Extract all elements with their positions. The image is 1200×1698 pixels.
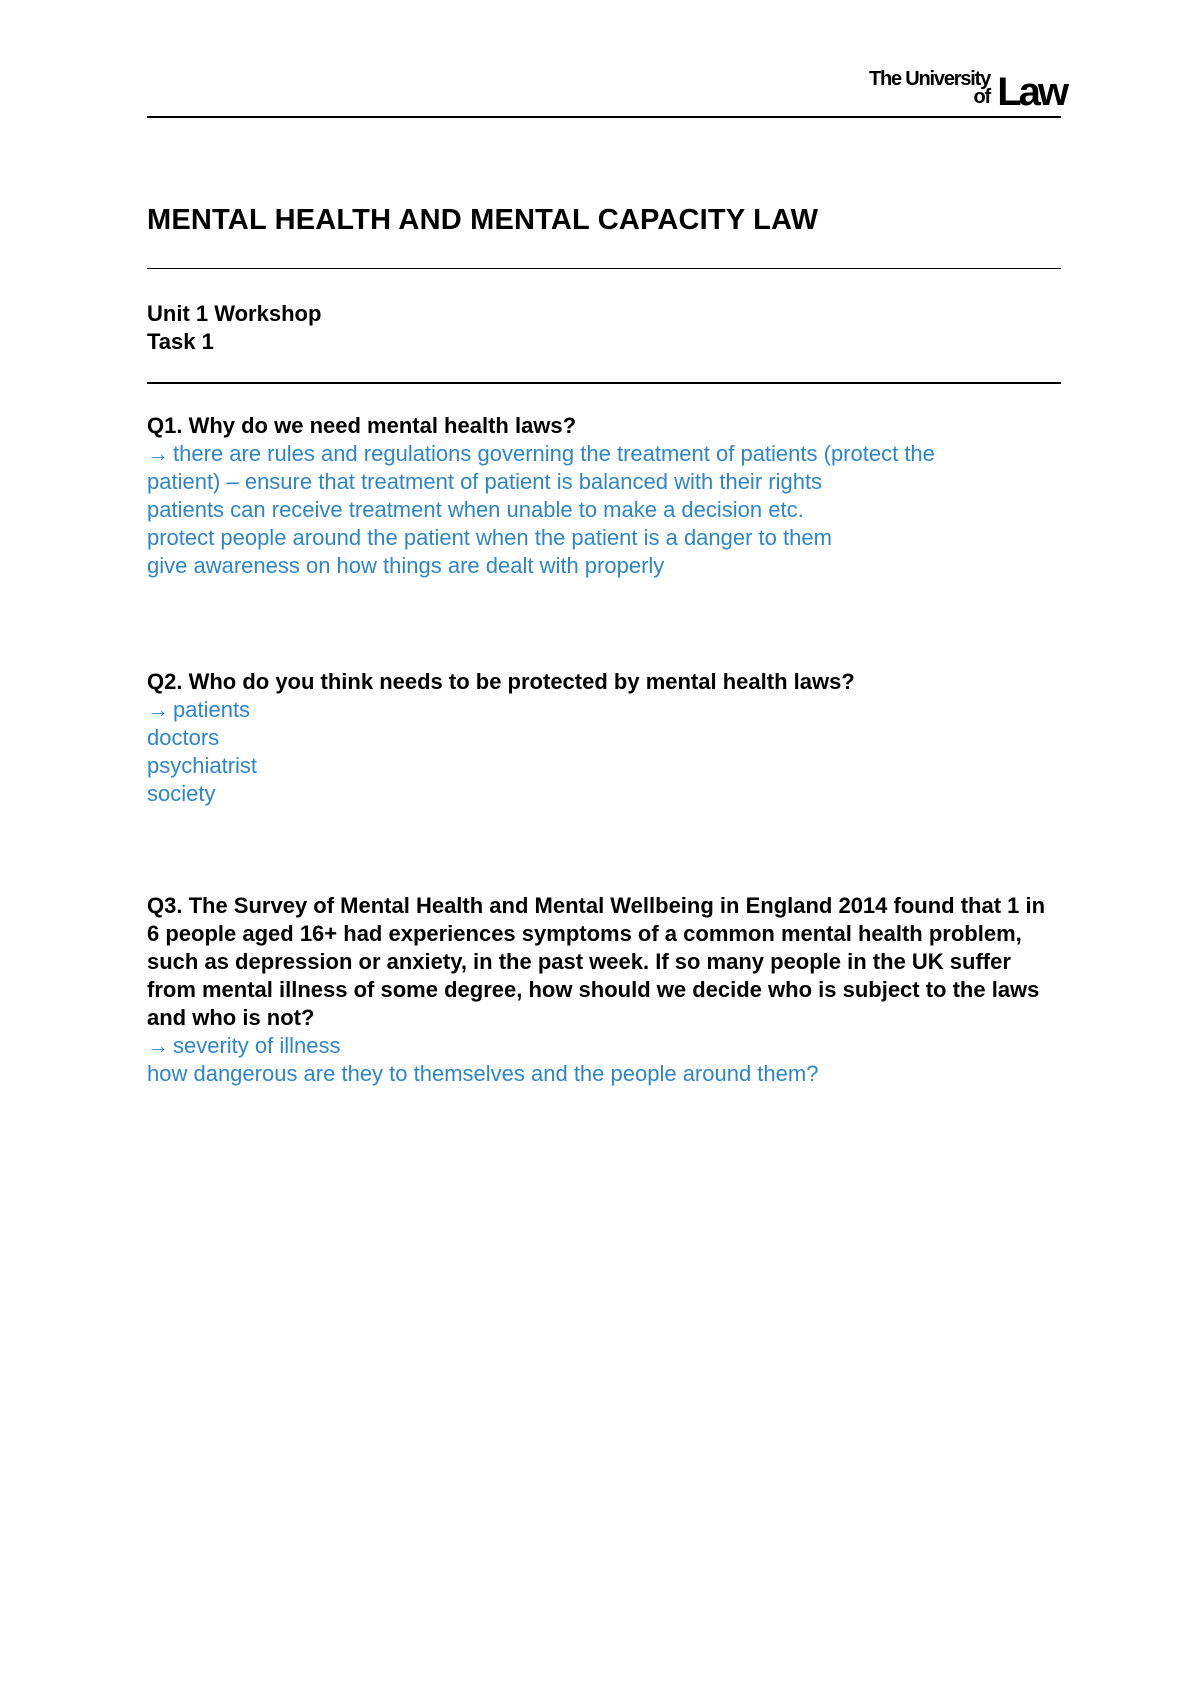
logo-line-2: of bbox=[973, 86, 990, 108]
header-divider bbox=[147, 116, 1061, 118]
answer-line: give awareness on how things are dealt with properly bbox=[147, 553, 665, 578]
section-divider bbox=[147, 382, 1061, 384]
question-2: Q2. Who do you think needs to be protected by mental health laws? bbox=[147, 669, 855, 694]
logo-line-3: Law bbox=[997, 70, 1066, 114]
unit-heading bbox=[147, 300, 321, 356]
arrow-right-icon: → bbox=[147, 1033, 169, 1058]
arrow-right-icon: → bbox=[147, 697, 169, 722]
question-1: Q1. Why do we need mental health laws? bbox=[147, 413, 577, 438]
question-block-1 bbox=[147, 412, 1067, 580]
answer-line: doctors bbox=[147, 725, 220, 750]
document-title: MENTAL HEALTH AND MENTAL CAPACITY LAW bbox=[147, 204, 819, 236]
answer-line bbox=[147, 696, 1067, 724]
arrow-right-icon: → bbox=[147, 441, 169, 466]
question-block-3 bbox=[147, 892, 1057, 1088]
title-divider bbox=[147, 268, 1061, 269]
task-label: Task 1 bbox=[147, 329, 214, 354]
answer-line: patient) – ensure that treatment of patient is balanced with their rights bbox=[147, 469, 823, 494]
answer-text: severity of illness bbox=[173, 1033, 341, 1058]
answer-text: patients bbox=[173, 697, 251, 722]
answer-line bbox=[147, 1032, 1057, 1060]
answer-line bbox=[147, 440, 1067, 468]
answer-line: how dangerous are they to themselves and the people around them? bbox=[147, 1061, 819, 1086]
answer-line: patients can receive treatment when unable to make a decision etc. bbox=[147, 497, 804, 522]
question-block-2 bbox=[147, 668, 1067, 808]
unit-label: Unit 1 Workshop bbox=[147, 301, 322, 326]
answer-text: there are rules and regulations governing the treatment of patients (protect the bbox=[173, 441, 935, 466]
answer-line: society bbox=[147, 781, 216, 806]
answer-line: psychiatrist bbox=[147, 753, 258, 778]
university-logo bbox=[856, 68, 1066, 114]
answer-line: protect people around the patient when the patient is a danger to them bbox=[147, 525, 832, 550]
question-3: Q3. The Survey of Mental Health and Mental Wellbeing in England 2014 found that 1 in 6 people aged 16+ had experiences symptoms of a common mental health problem, such as depression or anxiety, in the past week. If so many people in the UK suffer from mental illness of some degree, how should we decide who is subject to the laws and who is not? bbox=[147, 893, 1046, 1030]
logo-line-1: The University bbox=[868, 68, 990, 90]
